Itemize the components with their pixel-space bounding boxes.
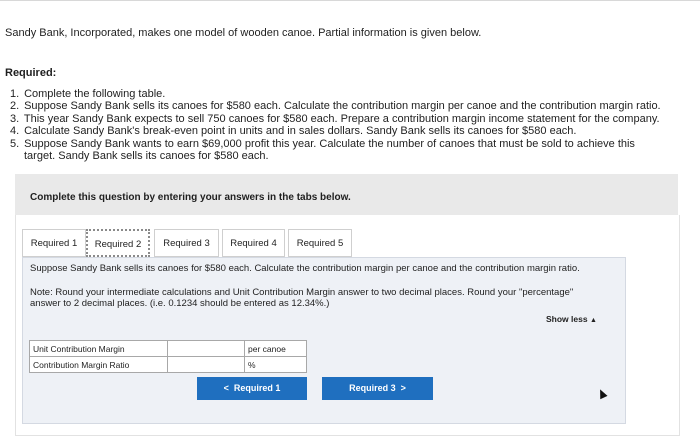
unit-contribution-margin-label: Unit Contribution Margin bbox=[30, 341, 168, 357]
question-text: Suppose Sandy Bank sells its canoes for $580 each. Calculate the contribution margin per canoe and the contribution margin ratio. bbox=[30, 263, 580, 274]
contribution-margin-ratio-label: Contribution Margin Ratio bbox=[30, 357, 168, 373]
chevron-left-icon: < bbox=[223, 383, 229, 393]
table-row bbox=[30, 341, 307, 357]
unit-contribution-margin-input[interactable] bbox=[171, 341, 241, 356]
tab-required-1[interactable]: Required 1 bbox=[22, 229, 86, 257]
answer-table bbox=[29, 340, 307, 373]
chevron-right-icon: > bbox=[400, 383, 406, 393]
instruction-text: Complete this question by entering your answers in the tabs below. bbox=[30, 192, 351, 203]
tab-required-3[interactable]: Required 3 bbox=[154, 229, 219, 257]
tab-required-4[interactable]: Required 4 bbox=[222, 229, 285, 257]
top-divider bbox=[0, 0, 700, 1]
intro-text: Sandy Bank, Incorporated, makes one model of wooden canoe. Partial information is given below. bbox=[5, 27, 482, 39]
required-heading: Required: bbox=[5, 67, 57, 79]
table-row bbox=[30, 357, 307, 373]
requirement-item: 2. Suppose Sandy Bank sells its canoes for $580 each. Calculate the contribution margin per canoe and the contribution margin ratio. bbox=[10, 100, 661, 113]
requirement-item: 4. Calculate Sandy Bank's break-even point in units and in sales dollars. Sandy Bank sells its canoes for $580 each. bbox=[10, 125, 577, 138]
next-required-3-button[interactable]: Required 3 > bbox=[322, 377, 433, 400]
rounding-note: Note: Round your intermediate calculations and Unit Contribution Margin answer to two decimal places. Round your "percentage" answer to 2 decimal places. (i.e. 0.1234 should be entered as 12.34%.) bbox=[30, 287, 574, 309]
tab-required-5[interactable]: Required 5 bbox=[288, 229, 352, 257]
tab-required-2[interactable]: Required 2 bbox=[86, 229, 150, 257]
contribution-margin-ratio-input[interactable] bbox=[171, 357, 241, 372]
requirement-item: 3. This year Sandy Bank expects to sell 750 canoes for $580 each. Prepare a contribution margin income statement for the company. bbox=[10, 112, 660, 125]
unit-per-canoe-label: per canoe bbox=[245, 341, 307, 357]
instruction-bar bbox=[15, 174, 678, 215]
show-less-link[interactable]: Show less ▲ bbox=[546, 314, 597, 324]
prev-required-1-button[interactable]: < Required 1 bbox=[197, 377, 307, 400]
requirements-list bbox=[10, 88, 695, 162]
percent-unit-label: % bbox=[245, 357, 307, 373]
requirement-item: 5. Suppose Sandy Bank wants to earn $69,000 profit this year. Calculate the number of canoes that must be sold to achieve this target. Sandy Bank sells its canoes for $580 each. bbox=[10, 137, 635, 163]
triangle-up-icon: ▲ bbox=[589, 317, 597, 324]
requirement-item: 1. Complete the following table. bbox=[10, 88, 166, 100]
